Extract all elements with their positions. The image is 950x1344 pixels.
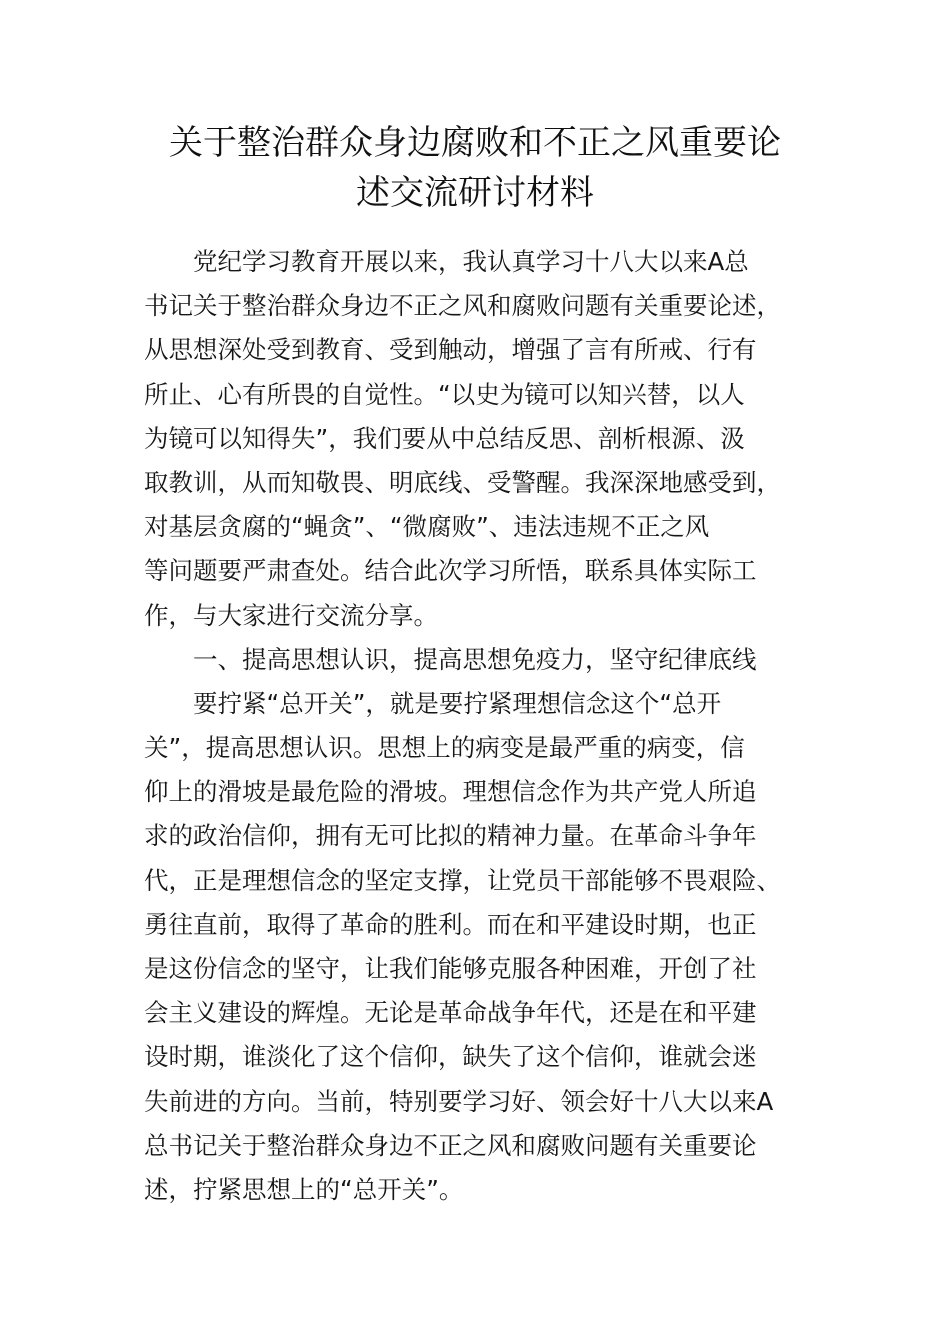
- paragraph-2-line: 仰上的滑坡是最危险的滑坡。理想信念作为共产党人所追: [144, 777, 757, 807]
- paragraph-2-line: 总书记关于整治群众身边不正之风和腐败问题有关重要论: [144, 1130, 757, 1160]
- paragraph-2-line: 设时期，谁淡化了这个信仰，缺失了这个信仰，谁就会迷: [144, 1042, 757, 1072]
- paragraph-1-line: 书记关于整治群众身边不正之风和腐败问题有关重要论述，: [144, 291, 781, 321]
- paragraph-2-line: 要拧紧“总开关”，就是要拧紧理想信念这个“总开: [193, 688, 722, 718]
- paragraph-2-line: 会主义建设的辉煌。无论是革命战争年代，还是在和平建: [144, 998, 757, 1028]
- paragraph-2-line: 求的政治信仰，拥有无可比拟的精神力量。在革命斗争年: [144, 821, 757, 851]
- paragraph-1-line: 作，与大家进行交流分享。: [144, 600, 438, 630]
- title-line-2: 述交流研讨材料: [356, 173, 594, 213]
- paragraph-2-line: 失前进的方向。当前，特别要学习好、领会好十八大以来A: [144, 1086, 774, 1116]
- title-line-1: 关于整治群众身边腐败和不正之风重要论: [169, 123, 781, 163]
- paragraph-2-line: 关”，提高思想认识。思想上的病变是最严重的病变，信: [144, 733, 745, 763]
- document-title: [140, 118, 810, 218]
- paragraph-1-line: 所止、心有所畏的自觉性。“以史为镜可以知兴替，以人: [144, 379, 745, 409]
- paragraph-1-line: 取教训，从而知敬畏、明底线、受警醒。我深深地感受到，: [144, 467, 781, 497]
- document-body: [144, 240, 806, 1212]
- paragraph-2-line: 勇往直前，取得了革命的胜利。而在和平建设时期，也正: [144, 909, 757, 939]
- paragraph-1-line: 党纪学习教育开展以来，我认真学习十八大以来A总: [193, 247, 749, 276]
- paragraph-1-line: 对基层贪腐的“蝇贪”、“微腐败”、违法违规不正之风: [144, 512, 710, 542]
- paragraph-2-line: 代，正是理想信念的坚定支撑，让党员干部能够不畏艰险、: [144, 865, 781, 895]
- section-heading: 一、提高思想认识，提高思想免疫力，坚守纪律底线: [193, 644, 757, 674]
- paragraph-2-line: 述，拧紧思想上的“总开关”。: [144, 1174, 464, 1204]
- paragraph-1-line: 等问题要严肃查处。结合此次学习所悟，联系具体实际工: [144, 556, 757, 586]
- paragraph-2-line: 是这份信念的坚守，让我们能够克服各种困难，开创了社: [144, 954, 757, 983]
- paragraph-1-line: 为镜可以知得失”，我们要从中总结反思、剖析根源、汲: [144, 423, 745, 453]
- paragraph-1-line: 从思想深处受到教育、受到触动，增强了言有所戒、行有: [144, 335, 757, 365]
